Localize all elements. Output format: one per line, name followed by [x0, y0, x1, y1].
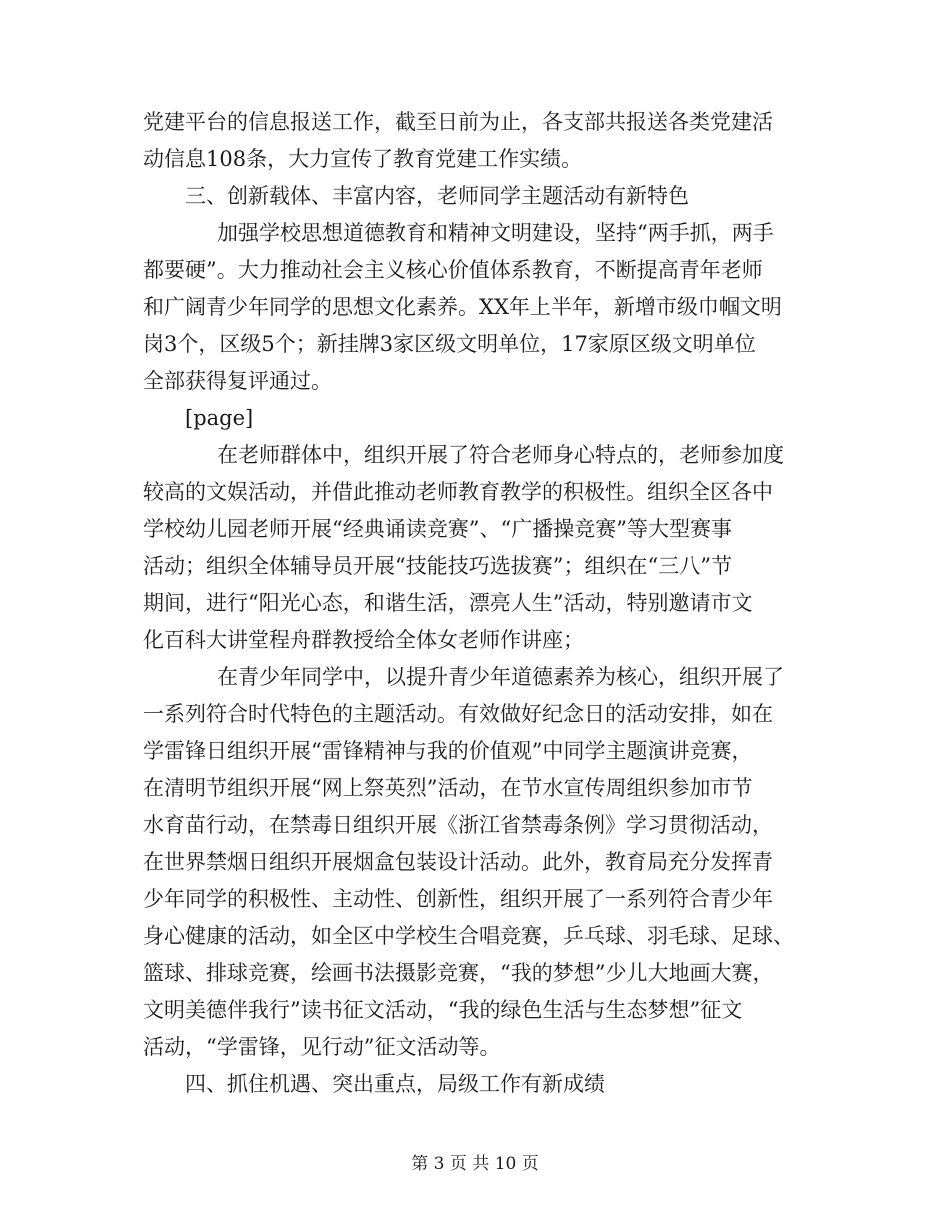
text-line: 动信息108条，大力宣传了教育党建工作实绩。	[143, 147, 583, 171]
text-line: 学雷锋日组织开展“雷锋精神与我的价值观”中同学主题演讲竞赛，	[143, 739, 753, 763]
text-line: 学校幼儿园老师开展“经典诵读竞赛”、“广播操竞赛”等大型赛事	[143, 517, 732, 541]
text-line: 和广阔青少年同学的思想文化素养。XX年上半年，新增市级巾帼文明	[143, 295, 782, 319]
page-number-footer: 第 3 页 共 10 页	[411, 1154, 539, 1174]
text-line: 全部获得复评通过。	[143, 369, 332, 393]
text-line: 文明美德伴我行”读书征文活动，“我的绿色生活与生态梦想”征文	[143, 998, 743, 1022]
text-line: 身心健康的活动，如全区中学校生合唱竞赛，乒乓球、羽毛球、足球、	[143, 924, 794, 948]
text-line: 在世界禁烟日组织开展烟盒包装设计活动。此外，教育局充分发挥青	[143, 850, 773, 874]
text-line: 少年同学的积极性、主动性、创新性，组织开展了一系列符合青少年	[143, 887, 773, 911]
text-line: 一系列符合时代特色的主题活动。有效做好纪念日的活动安排，如在	[143, 702, 773, 726]
text-line: 水育苗行动，在禁毒日组织开展《浙江省禁毒条例》学习贯彻活动，	[143, 813, 773, 837]
text-line: 篮球、排球竞赛，绘画书法摄影竞赛，“我的梦想”少儿大地画大赛，	[143, 961, 774, 985]
text-line: 岗3个，区级5个；新挂牌3家区级文明单位，17家原区级文明单位	[143, 332, 756, 356]
text-line: 党建平台的信息报送工作，截至日前为止，各支部共报送各类党建活	[143, 110, 773, 134]
document-body	[143, 104, 823, 1103]
text-line: 期间，进行“阳光心态，和谐生活，漂亮人生”活动，特别邀请市文	[143, 591, 753, 615]
text-line: 在老师群体中，组织开展了符合老师身心特点的，老师参加度	[217, 443, 784, 467]
text-line: 化百科大讲堂程舟群教授给全体女老师作讲座；	[143, 628, 584, 652]
section-heading: 四、抓住机遇、突出重点，局级工作有新成绩	[185, 1072, 605, 1096]
page-marker: [page]	[185, 406, 254, 430]
text-line: 都要硬”。大力推动社会主义核心价值体系教育，不断提高青年老师	[143, 258, 763, 282]
text-line: 活动，“学雷锋，见行动”征文活动等。	[143, 1035, 501, 1059]
text-line: 较高的文娱活动，并借此推动老师教育教学的积极性。组织全区各中	[143, 480, 773, 504]
section-heading: 三、创新载体、丰富内容，老师同学主题活动有新特色	[185, 184, 689, 208]
text-line: 加强学校思想道德教育和精神文明建设，坚持“两手抓，两手	[217, 221, 774, 245]
text-line: 在青少年同学中，以提升青少年道德素养为核心，组织开展了	[217, 665, 784, 689]
text-line: 在清明节组织开展“网上祭英烈”活动，在节水宣传周组织参加市节	[143, 776, 753, 800]
text-line: 活动；组织全体辅导员开展“技能技巧选拔赛”；组织在“三八”节	[143, 554, 732, 578]
